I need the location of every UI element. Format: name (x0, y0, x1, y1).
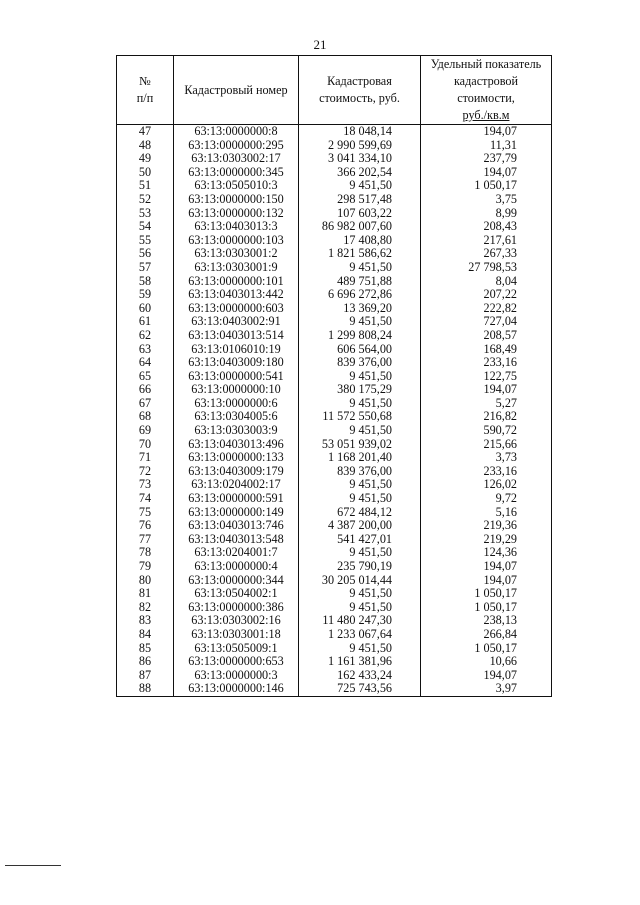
cadastral-cost: 9 451,50 (299, 492, 421, 506)
table-row (117, 669, 552, 683)
cadastral-number: 63:13:0000000:541 (174, 370, 299, 384)
cadastral-number: 63:13:0403013:514 (174, 329, 299, 343)
row-number: 80 (117, 574, 174, 588)
cadastral-number: 63:13:0303001:18 (174, 628, 299, 642)
cadastral-cost: 1 233 067,64 (299, 628, 421, 642)
cadastral-number: 63:13:0303002:16 (174, 614, 299, 628)
table-row (117, 533, 552, 547)
table-row (117, 329, 552, 343)
table-row (117, 247, 552, 261)
cadastral-number: 63:13:0204001:7 (174, 546, 299, 560)
table-row (117, 642, 552, 656)
cadastral-number: 63:13:0504002:1 (174, 587, 299, 601)
rate-per-sqm: 3,75 (421, 193, 552, 207)
rate-per-sqm: 1 050,17 (421, 601, 552, 615)
table-row (117, 614, 552, 628)
header-rate-line-4: руб./кв.м (462, 108, 510, 122)
cadastral-number: 63:13:0204002:17 (174, 478, 299, 492)
cadastral-number: 63:13:0000000:150 (174, 193, 299, 207)
cadastral-cost: 380 175,29 (299, 383, 421, 397)
table-row (117, 410, 552, 424)
row-number: 86 (117, 655, 174, 669)
row-number: 88 (117, 682, 174, 696)
row-number: 53 (117, 207, 174, 221)
rate-per-sqm: 9,72 (421, 492, 552, 506)
cadastral-cost: 86 982 007,60 (299, 220, 421, 234)
cadastral-number: 63:13:0000000:295 (174, 139, 299, 153)
table-row (117, 519, 552, 533)
cadastral-cost: 4 387 200,00 (299, 519, 421, 533)
table-row (117, 193, 552, 207)
cadastral-number: 63:13:0000000:149 (174, 506, 299, 520)
row-number: 63 (117, 343, 174, 357)
row-number: 73 (117, 478, 174, 492)
table-row (117, 370, 552, 384)
cadastral-cost: 839 376,00 (299, 356, 421, 370)
cadastral-cost: 3 041 334,10 (299, 152, 421, 166)
cadastral-cost: 725 743,56 (299, 682, 421, 696)
table-row (117, 438, 552, 452)
row-number: 58 (117, 275, 174, 289)
row-number: 71 (117, 451, 174, 465)
cadastral-cost: 107 603,22 (299, 207, 421, 221)
rate-per-sqm: 727,04 (421, 315, 552, 329)
cadastral-number: 63:13:0000000:591 (174, 492, 299, 506)
table-row (117, 628, 552, 642)
row-number: 85 (117, 642, 174, 656)
cadastral-number: 63:13:0403009:180 (174, 356, 299, 370)
row-number: 69 (117, 424, 174, 438)
row-number: 67 (117, 397, 174, 411)
row-number: 52 (117, 193, 174, 207)
cadastral-number: 63:13:0403013:746 (174, 519, 299, 533)
table-row (117, 302, 552, 316)
rate-per-sqm: 194,07 (421, 560, 552, 574)
table-row (117, 139, 552, 153)
header-rate (421, 56, 552, 125)
cadastral-cost: 9 451,50 (299, 179, 421, 193)
cadastral-cost: 162 433,24 (299, 669, 421, 683)
rate-per-sqm: 1 050,17 (421, 587, 552, 601)
rate-per-sqm: 194,07 (421, 669, 552, 683)
row-number: 51 (117, 179, 174, 193)
row-number: 83 (117, 614, 174, 628)
table-header (117, 56, 552, 125)
header-cad-cost-line-1: Кадастровая (327, 74, 392, 88)
table-row (117, 152, 552, 166)
rate-per-sqm: 208,43 (421, 220, 552, 234)
rate-per-sqm: 1 050,17 (421, 642, 552, 656)
table-body (117, 125, 552, 697)
rate-per-sqm: 238,13 (421, 614, 552, 628)
cadastral-cost: 9 451,50 (299, 478, 421, 492)
cadastral-cost: 1 821 586,62 (299, 247, 421, 261)
cadastral-cost: 235 790,19 (299, 560, 421, 574)
cadastral-table (116, 55, 552, 697)
rate-per-sqm: 194,07 (421, 125, 552, 139)
row-number: 62 (117, 329, 174, 343)
cadastral-number: 63:13:0000000:103 (174, 234, 299, 248)
row-number: 50 (117, 166, 174, 180)
table-row (117, 397, 552, 411)
rate-per-sqm: 590,72 (421, 424, 552, 438)
table-row (117, 574, 552, 588)
row-number: 61 (117, 315, 174, 329)
cadastral-cost: 606 564,00 (299, 343, 421, 357)
header-num-line-1: № (139, 74, 151, 88)
table-row (117, 343, 552, 357)
header-cad-cost-line-2: стоимость, руб. (319, 91, 400, 105)
cadastral-number: 63:13:0000000:386 (174, 601, 299, 615)
row-number: 84 (117, 628, 174, 642)
rate-per-sqm: 3,97 (421, 682, 552, 696)
table-row (117, 682, 552, 696)
cadastral-number: 63:13:0106010:19 (174, 343, 299, 357)
row-number: 78 (117, 546, 174, 560)
cadastral-number: 63:13:0000000:101 (174, 275, 299, 289)
cadastral-cost: 9 451,50 (299, 601, 421, 615)
scan-artifact-line (5, 865, 61, 866)
rate-per-sqm: 217,61 (421, 234, 552, 248)
row-number: 57 (117, 261, 174, 275)
cadastral-number: 63:13:0403002:91 (174, 315, 299, 329)
cadastral-cost: 672 484,12 (299, 506, 421, 520)
row-number: 66 (117, 383, 174, 397)
table-row (117, 546, 552, 560)
cadastral-cost: 9 451,50 (299, 397, 421, 411)
cadastral-cost: 541 427,01 (299, 533, 421, 547)
table-row (117, 220, 552, 234)
rate-per-sqm: 124,36 (421, 546, 552, 560)
cadastral-number: 63:13:0303001:9 (174, 261, 299, 275)
rate-per-sqm: 194,07 (421, 166, 552, 180)
table-row (117, 560, 552, 574)
cadastral-cost: 9 451,50 (299, 315, 421, 329)
rate-per-sqm: 11,31 (421, 139, 552, 153)
rate-per-sqm: 5,16 (421, 506, 552, 520)
row-number: 68 (117, 410, 174, 424)
cadastral-number: 63:13:0000000:8 (174, 125, 299, 139)
cadastral-number: 63:13:0000000:4 (174, 560, 299, 574)
header-cad-number: Кадастровый номер (174, 56, 299, 125)
row-number: 56 (117, 247, 174, 261)
rate-per-sqm: 216,82 (421, 410, 552, 424)
cadastral-number: 63:13:0505010:3 (174, 179, 299, 193)
rate-per-sqm: 5,27 (421, 397, 552, 411)
rate-per-sqm: 219,29 (421, 533, 552, 547)
rate-per-sqm: 168,49 (421, 343, 552, 357)
cadastral-number: 63:13:0303001:2 (174, 247, 299, 261)
table-row (117, 275, 552, 289)
cadastral-cost: 1 299 808,24 (299, 329, 421, 343)
cadastral-number: 63:13:0403013:496 (174, 438, 299, 452)
rate-per-sqm: 27 798,53 (421, 261, 552, 275)
page-number: 21 (313, 37, 327, 52)
table-row (117, 601, 552, 615)
cadastral-number: 63:13:0000000:653 (174, 655, 299, 669)
row-number: 49 (117, 152, 174, 166)
table-row (117, 261, 552, 275)
table-row (117, 234, 552, 248)
table-row (117, 356, 552, 370)
table-row (117, 383, 552, 397)
cadastral-cost: 1 161 381,96 (299, 655, 421, 669)
table-row (117, 451, 552, 465)
row-number: 81 (117, 587, 174, 601)
rate-per-sqm: 122,75 (421, 370, 552, 384)
header-num (117, 56, 174, 125)
cadastral-cost: 9 451,50 (299, 370, 421, 384)
rate-per-sqm: 208,57 (421, 329, 552, 343)
table-row (117, 424, 552, 438)
rate-per-sqm: 194,07 (421, 574, 552, 588)
row-number: 82 (117, 601, 174, 615)
cadastral-cost: 11 480 247,30 (299, 614, 421, 628)
rate-per-sqm: 1 050,17 (421, 179, 552, 193)
cadastral-cost: 13 369,20 (299, 302, 421, 316)
cadastral-number: 63:13:0505009:1 (174, 642, 299, 656)
cadastral-number: 63:13:0000000:6 (174, 397, 299, 411)
table-row (117, 492, 552, 506)
rate-per-sqm: 233,16 (421, 356, 552, 370)
row-number: 47 (117, 125, 174, 139)
table-row (117, 288, 552, 302)
cadastral-cost: 17 408,80 (299, 234, 421, 248)
rate-per-sqm: 266,84 (421, 628, 552, 642)
row-number: 55 (117, 234, 174, 248)
row-number: 60 (117, 302, 174, 316)
rate-per-sqm: 207,22 (421, 288, 552, 302)
cadastral-cost: 366 202,54 (299, 166, 421, 180)
table-row (117, 587, 552, 601)
rate-per-sqm: 267,33 (421, 247, 552, 261)
row-number: 59 (117, 288, 174, 302)
row-number: 64 (117, 356, 174, 370)
rate-per-sqm: 3,73 (421, 451, 552, 465)
header-rate-line-3: стоимости, (457, 91, 515, 105)
rate-per-sqm: 237,79 (421, 152, 552, 166)
cadastral-cost: 11 572 550,68 (299, 410, 421, 424)
row-number: 76 (117, 519, 174, 533)
cadastral-cost: 9 451,50 (299, 261, 421, 275)
header-rate-line-2: кадастровой (453, 74, 519, 88)
cadastral-number: 63:13:0403009:179 (174, 465, 299, 479)
cadastral-number: 63:13:0000000:10 (174, 383, 299, 397)
cadastral-number: 63:13:0000000:345 (174, 166, 299, 180)
cadastral-cost: 18 048,14 (299, 125, 421, 139)
cadastral-cost: 9 451,50 (299, 642, 421, 656)
cadastral-cost: 489 751,88 (299, 275, 421, 289)
cadastral-number: 63:13:0000000:603 (174, 302, 299, 316)
cadastral-number: 63:13:0000000:344 (174, 574, 299, 588)
cadastral-cost: 30 205 014,44 (299, 574, 421, 588)
table-row (117, 465, 552, 479)
cadastral-cost: 6 696 272,86 (299, 288, 421, 302)
cadastral-cost: 1 168 201,40 (299, 451, 421, 465)
row-number: 87 (117, 669, 174, 683)
cadastral-cost: 839 376,00 (299, 465, 421, 479)
table-row (117, 125, 552, 139)
header-rate-line-1: Удельный показатель (430, 57, 542, 71)
rate-per-sqm: 8,99 (421, 207, 552, 221)
cadastral-number: 63:13:0000000:133 (174, 451, 299, 465)
header-num-line-2: п/п (136, 91, 154, 105)
table-row (117, 315, 552, 329)
rate-per-sqm: 126,02 (421, 478, 552, 492)
cadastral-number: 63:13:0303003:9 (174, 424, 299, 438)
cadastral-cost: 9 451,50 (299, 546, 421, 560)
row-number: 70 (117, 438, 174, 452)
cadastral-cost: 9 451,50 (299, 587, 421, 601)
cadastral-number: 63:13:0403013:3 (174, 220, 299, 234)
cadastral-cost: 298 517,48 (299, 193, 421, 207)
rate-per-sqm: 10,66 (421, 655, 552, 669)
table-row (117, 166, 552, 180)
row-number: 65 (117, 370, 174, 384)
cadastral-number: 63:13:0000000:132 (174, 207, 299, 221)
rate-per-sqm: 222,82 (421, 302, 552, 316)
table-row (117, 506, 552, 520)
cadastral-cost: 9 451,50 (299, 424, 421, 438)
header-cad-cost (299, 56, 421, 125)
table-row (117, 655, 552, 669)
cadastral-number: 63:13:0403013:548 (174, 533, 299, 547)
row-number: 74 (117, 492, 174, 506)
row-number: 48 (117, 139, 174, 153)
rate-per-sqm: 194,07 (421, 383, 552, 397)
table-row (117, 478, 552, 492)
row-number: 79 (117, 560, 174, 574)
cadastral-number: 63:13:0403013:442 (174, 288, 299, 302)
row-number: 77 (117, 533, 174, 547)
cadastral-cost: 2 990 599,69 (299, 139, 421, 153)
cadastral-number: 63:13:0000000:146 (174, 682, 299, 696)
cadastral-number: 63:13:0304005:6 (174, 410, 299, 424)
rate-per-sqm: 8,04 (421, 275, 552, 289)
row-number: 75 (117, 506, 174, 520)
cadastral-cost: 53 051 939,02 (299, 438, 421, 452)
cadastral-number: 63:13:0303002:17 (174, 152, 299, 166)
row-number: 72 (117, 465, 174, 479)
rate-per-sqm: 233,16 (421, 465, 552, 479)
cadastral-number: 63:13:0000000:3 (174, 669, 299, 683)
table-row (117, 207, 552, 221)
table-row (117, 179, 552, 193)
rate-per-sqm: 215,66 (421, 438, 552, 452)
rate-per-sqm: 219,36 (421, 519, 552, 533)
row-number: 54 (117, 220, 174, 234)
